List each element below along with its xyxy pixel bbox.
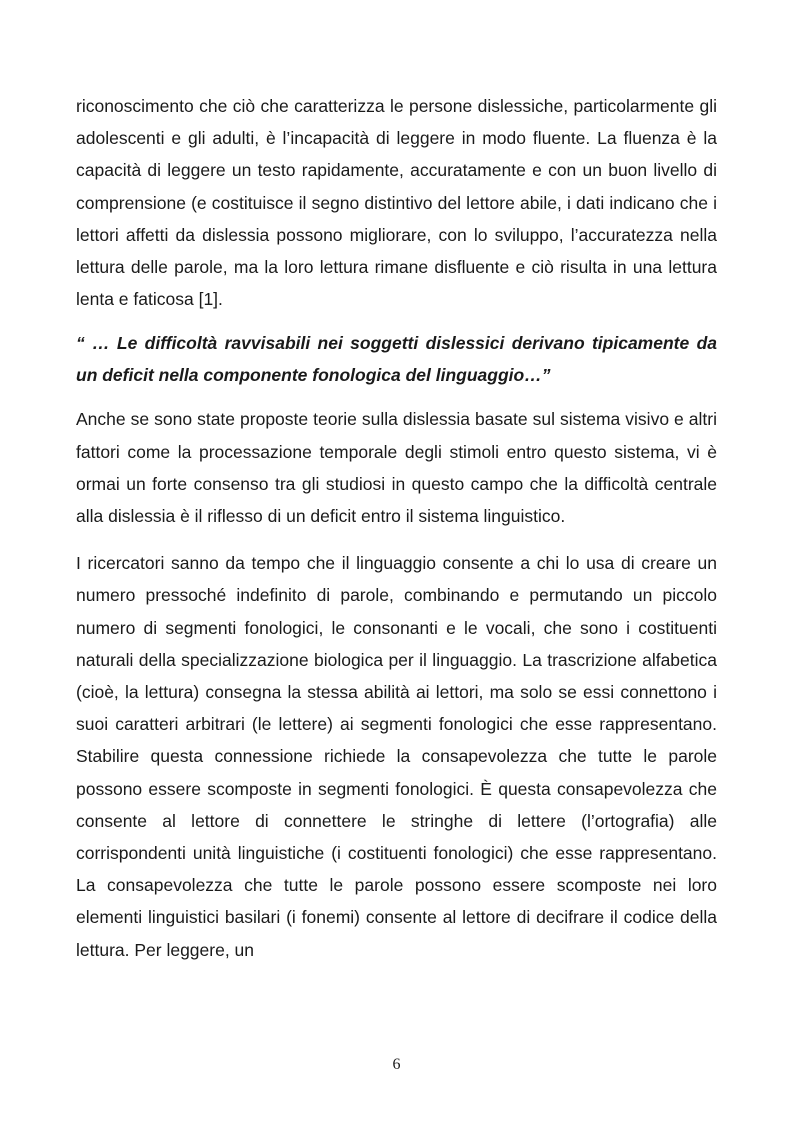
paragraph-3: I ricercatori sanno da tempo che il linguaggio consente a chi lo usa di creare un numero pressoché indefinito di parole, combinando e permutando un piccolo numero di segmenti fonologici, le consonanti e le vocali, che sono i costituenti naturali della specializzazione biologica per il linguaggio. La trascrizione alfabetica (cioè, la lettura) consegna la stessa abilità ai lettori, ma solo se essi connettono i suoi caratteri arbitrari (le lettere) ai segmenti fonologici che esse rappresentano. Stabilire questa connessione richiede la consapevolezza che tutte le parole possono essere scomposte in segmenti fonologici. È questa consapevolezza che consente al lettore di connettere le stringhe di lettere (l’ortografia) alle corrispondenti unità linguistiche (i costituenti fonologici) che esse rappresentano. La consapevolezza che tutte le parole possono essere scomposte nei loro elementi linguistici basilari (i fonemi) consente al lettore di decifrare il codice della lettura. Per leggere, un — [76, 553, 717, 960]
pull-quote: “ … Le difficoltà ravvisabili nei soggetti dislessici derivano tipicamente da un deficit nella componente fonologica del linguaggio…” — [76, 333, 717, 386]
paragraph-2: Anche se sono state proposte teorie sulla dislessia basate sul sistema visivo e altri fattori come la processazione temporale degli stimoli entro questo sistema, vi è ormai un forte consenso tra gli studiosi in questo campo che la difficoltà centrale alla dislessia è il riflesso di un deficit entro il sistema linguistico. — [76, 409, 717, 527]
paragraph-1: riconoscimento che ciò che caratterizza le persone dislessiche, particolarmente gli adolescenti e gli adulti, è l’incapacità di leggere in modo fluente. La fluenza è la capacità di leggere un testo rapidamente, accuratamente e con un buon livello di comprensione (e costituisce il segno distintivo del lettore abile, i dati indicano che i lettori affetti da dislessia possono migliorare, con lo sviluppo, l’accuratezza nella lettura delle parole, ma la loro lettura rimane disfluente e ciò risulta in una lettura lenta e faticosa [1]. — [76, 96, 717, 310]
page-number: 6 — [392, 1056, 401, 1073]
page-body — [76, 90, 717, 966]
